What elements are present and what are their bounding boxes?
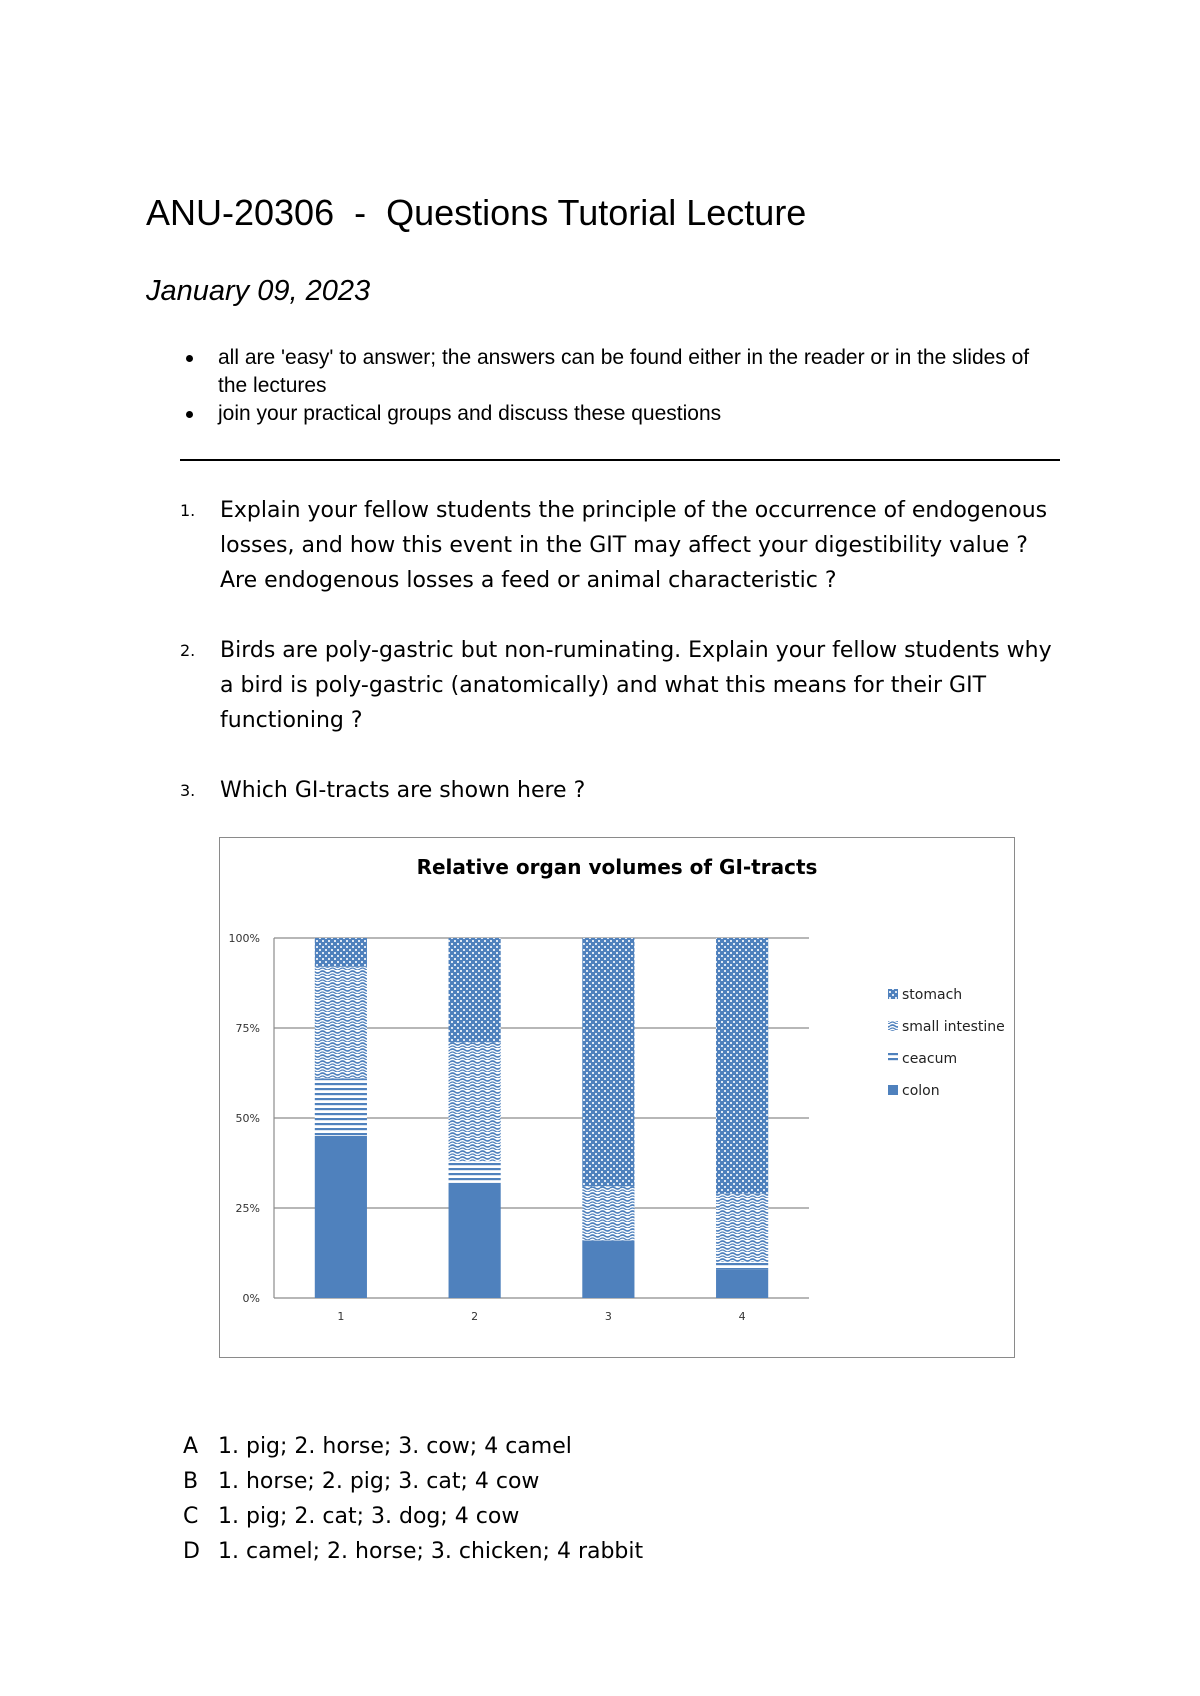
answer-letter: A <box>183 1434 199 1459</box>
chart-title: Relative organ volumes of GI-tracts <box>416 855 818 879</box>
bar-segment-ceacum <box>315 1078 367 1136</box>
instruction-item: all are 'easy' to answer; the answers can be found either in the reader or in the slides of the lectures <box>180 344 1040 400</box>
chart-canvas <box>220 838 1016 1359</box>
answer-letter: C <box>183 1504 199 1529</box>
legend-label: stomach <box>902 987 963 1003</box>
question-list <box>180 493 1060 843</box>
x-tick-label: 3 <box>604 1310 612 1323</box>
answer-options <box>183 1429 643 1569</box>
legend-swatch <box>888 1085 898 1095</box>
bar-segment-stomach <box>716 938 768 1194</box>
divider <box>180 459 1060 461</box>
y-tick-label: 0% <box>242 1292 260 1305</box>
bar-segment-ceacum <box>716 1262 768 1269</box>
x-tick-label: 2 <box>471 1310 479 1323</box>
legend-label: colon <box>902 1083 940 1099</box>
bar-segment-small-intestine <box>582 1186 634 1240</box>
answer-text: 1. camel; 2. horse; 3. chicken; 4 rabbit <box>218 1539 644 1564</box>
question-3 <box>180 773 1060 808</box>
bar-segment-stomach <box>449 938 501 1042</box>
legend-swatch <box>888 1021 898 1031</box>
question-text: Birds are poly-gastric but non-ruminating. Explain your fellow students why a bird is poly-gastric (anatomically) and what this means for their GIT functioning ? <box>220 638 1052 733</box>
x-tick-label: 4 <box>738 1310 746 1323</box>
question-number: 3. <box>180 781 196 800</box>
bullet-icon <box>186 355 193 362</box>
bar-segment-stomach <box>315 938 367 967</box>
bar-segment-small-intestine <box>449 1042 501 1161</box>
answer-text: 1. pig; 2. cat; 3. dog; 4 cow <box>218 1504 520 1529</box>
question-number: 1. <box>180 501 196 520</box>
bullet-icon <box>186 411 193 418</box>
answer-option <box>183 1534 643 1569</box>
question-2 <box>180 633 1060 738</box>
answer-text: 1. pig; 2. horse; 3. cow; 4 camel <box>218 1434 572 1459</box>
answer-option <box>183 1429 643 1464</box>
bar-segment-colon <box>315 1136 367 1298</box>
organ-volume-chart <box>219 837 1015 1358</box>
answer-text: 1. horse; 2. pig; 3. cat; 4 cow <box>218 1469 540 1494</box>
question-text: Which GI-tracts are shown here ? <box>220 778 586 803</box>
answer-option <box>183 1499 643 1534</box>
bar-segment-colon <box>582 1240 634 1298</box>
page-date: January 09, 2023 <box>146 275 371 307</box>
y-tick-label: 25% <box>235 1202 260 1215</box>
instruction-item: join your practical groups and discuss these questions <box>180 400 1040 428</box>
bar-segment-colon <box>449 1183 501 1298</box>
instruction-list <box>180 344 1040 428</box>
y-tick-label: 50% <box>235 1112 260 1125</box>
bar-segment-stomach <box>582 938 634 1186</box>
question-1 <box>180 493 1060 598</box>
y-tick-label: 75% <box>235 1022 260 1035</box>
bar-segment-ceacum <box>449 1161 501 1183</box>
question-text: Explain your fellow students the principle of the occurrence of endogenous losses, and how this event in the GIT may affect your digestibility value ? Are endogenous losses a feed or animal characteristic ? <box>220 498 1048 593</box>
answer-letter: D <box>183 1539 200 1564</box>
x-tick-label: 1 <box>337 1310 345 1323</box>
answer-option <box>183 1464 643 1499</box>
page-title: ANU-20306 - Questions Tutorial Lecture <box>146 192 807 233</box>
bar-segment-small-intestine <box>315 967 367 1079</box>
legend-label: ceacum <box>902 1051 958 1067</box>
answer-letter: B <box>183 1469 199 1494</box>
bar-segment-colon <box>716 1269 768 1298</box>
legend-label: small intestine <box>902 1019 1005 1035</box>
legend-swatch <box>888 989 898 999</box>
question-number: 2. <box>180 641 196 660</box>
y-tick-label: 100% <box>228 932 260 945</box>
legend-swatch <box>888 1053 898 1063</box>
bar-segment-small-intestine <box>716 1194 768 1262</box>
